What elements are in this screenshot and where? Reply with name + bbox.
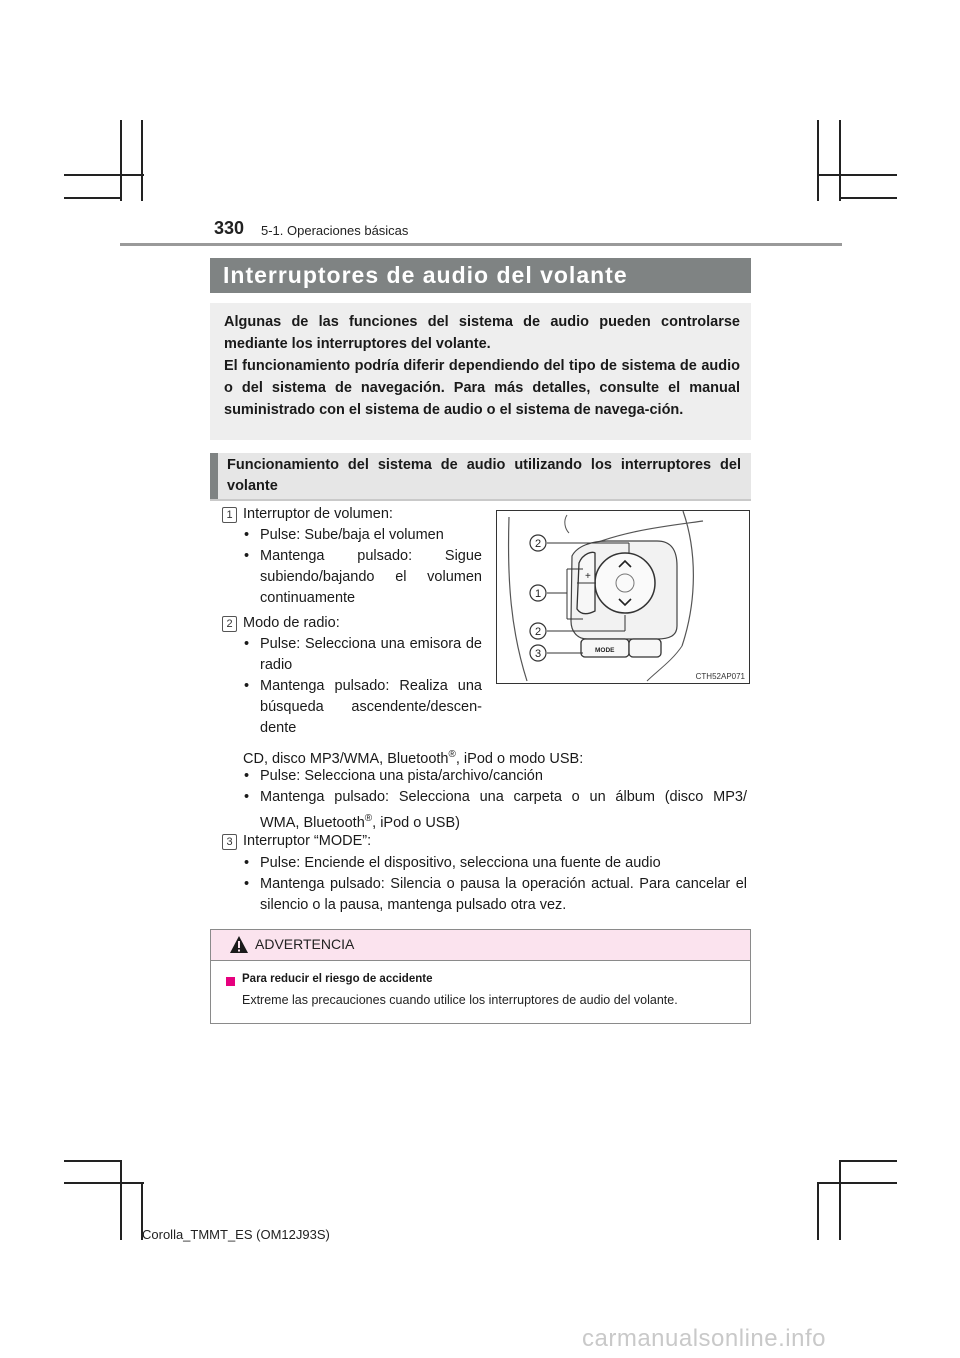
section-label: 5-1. Operaciones básicas: [261, 223, 409, 238]
registered-mark: ®: [448, 749, 456, 760]
steering-wheel-diagram: [497, 511, 749, 683]
steering-switch-illustration: [496, 510, 750, 684]
subtitle-text: CD, disco MP3/WMA, Bluetooth: [243, 750, 449, 767]
figure-code: CTH52AP071: [695, 672, 745, 681]
bullet-item: • Pulse: Selecciona una pista/archivo/canción: [244, 766, 744, 787]
bullet-item: • Mantenga pulsado: Silencia o pausa la operación actual. Para cancelar el silencio o la pausa, mantenga pulsado otra vez.: [244, 874, 747, 918]
page-title: Interruptores de audio del volante: [210, 258, 751, 293]
crop-mark: [64, 174, 144, 176]
bullet-item: • Pulse: Enciende el dispositivo, selecciona una fuente de audio: [244, 853, 747, 874]
mode-button-label: MODE: [595, 647, 615, 654]
callout-2-bottom: [530, 623, 546, 639]
bullet-item: • Pulse: Selecciona una emisora de radio: [244, 634, 482, 676]
item-number-badge: 3: [222, 834, 237, 850]
crop-mark: [120, 1160, 122, 1240]
crop-mark: [817, 1182, 819, 1240]
callout-2-top: [530, 535, 546, 551]
bullet-item: • Mantenga pulsado: Selecciona una carpeta o un álbum (disco MP3/ WMA, Bluetooth®, iPod o USB): [244, 787, 747, 831]
crop-mark: [839, 1160, 897, 1162]
bullet-text-part: WMA, Bluetooth: [260, 814, 365, 831]
registered-mark: ®: [364, 813, 373, 824]
warning-subtitle: Para reducir el riesgo de accidente: [242, 973, 433, 985]
crop-mark: [64, 197, 122, 199]
warning-square-icon: [226, 977, 235, 986]
warning-triangle-icon: [229, 935, 249, 954]
crop-mark: [64, 1182, 144, 1184]
page-number: 330: [214, 218, 245, 238]
section-subheader: Funcionamiento del sistema de audio utilizando los interruptores del volante: [210, 453, 751, 499]
item-title: Interruptor “MODE”:: [243, 833, 372, 849]
bullet-text: Mantenga pulsado: Silencia o pausa la operación actual. Para cancelar el silencio o la pausa, mantenga pulsado otra vez.: [260, 876, 747, 913]
crop-mark: [839, 1160, 841, 1240]
item-number-badge: 1: [222, 507, 237, 523]
crop-mark: [839, 197, 897, 199]
crop-mark: [120, 120, 122, 201]
callout-1: [530, 585, 546, 601]
header-divider: [120, 243, 842, 246]
bullet-text: [260, 787, 747, 834]
plus-symbol: +: [585, 571, 591, 582]
subtitle-text: , iPod o modo USB:: [455, 750, 584, 767]
crop-mark: [64, 1160, 122, 1162]
crop-mark: [839, 120, 841, 201]
warning-text: Extreme las precauciones cuando utilice los interruptores de audio del volante.: [242, 993, 678, 1007]
warning-box: [210, 929, 751, 1024]
item-title: Interruptor de volumen:: [243, 506, 393, 522]
item-number-badge: 2: [222, 616, 237, 632]
warning-header: [211, 930, 750, 961]
bullet-text: Pulse: Sube/baja el volumen: [260, 527, 444, 543]
warning-title: ADVERTENCIA: [255, 936, 355, 952]
bullet-item: • Mantenga pulsado: Realiza una búsqueda ascendente/descen-dente: [244, 676, 482, 739]
callout-number: 2: [534, 626, 542, 638]
intro-box: [210, 303, 751, 440]
crop-mark: [817, 1182, 897, 1184]
callout-3: [530, 645, 546, 661]
intro-paragraph: El funcionamiento podría diferir dependiendo del tipo de sistema de audio o del sistema de navegación. Para más detalles, consulte el manual suministrado con el sistema de audio o el sistema de navega-ción.: [224, 358, 740, 418]
footer-model-code: Corolla_TMMT_ES (OM12J93S): [142, 1227, 330, 1242]
bullet-item: • Pulse: Sube/baja el volumen: [244, 525, 482, 546]
bullet-item: • Mantenga pulsado: Sigue subiendo/bajando el volumen continuamente: [244, 546, 482, 609]
bullet-text: Pulse: Selecciona una pista/archivo/canción: [260, 768, 543, 784]
bullet-text: Pulse: Selecciona una emisora de radio: [260, 636, 482, 673]
item-title: Modo de radio:: [243, 615, 340, 631]
bullet-text: Mantenga pulsado: Realiza una búsqueda ascendente/descen-dente: [260, 678, 482, 736]
callout-number: 2: [534, 538, 542, 550]
bullet-text: Mantenga pulsado: Sigue subiendo/bajando el volumen continuamente: [260, 548, 482, 606]
watermark: carmanualsonline.info: [582, 1325, 826, 1352]
crop-mark: [817, 120, 819, 201]
intro-paragraph: Algunas de las funciones del sistema de audio pueden controlarse mediante los interruptores del volante.: [224, 314, 740, 352]
bullet-text-line: Mantenga pulsado: Selecciona una carpeta o un álbum (disco MP3/: [260, 789, 747, 805]
callout-number: 3: [534, 648, 542, 660]
bullet-text-part: , iPod o USB): [372, 814, 460, 831]
bullet-text-line: [260, 808, 747, 834]
bullet-text: Pulse: Enciende el dispositivo, selecciona una fuente de audio: [260, 855, 661, 871]
callout-number: 1: [534, 588, 542, 600]
crop-mark: [817, 174, 897, 176]
crop-mark: [141, 120, 143, 201]
